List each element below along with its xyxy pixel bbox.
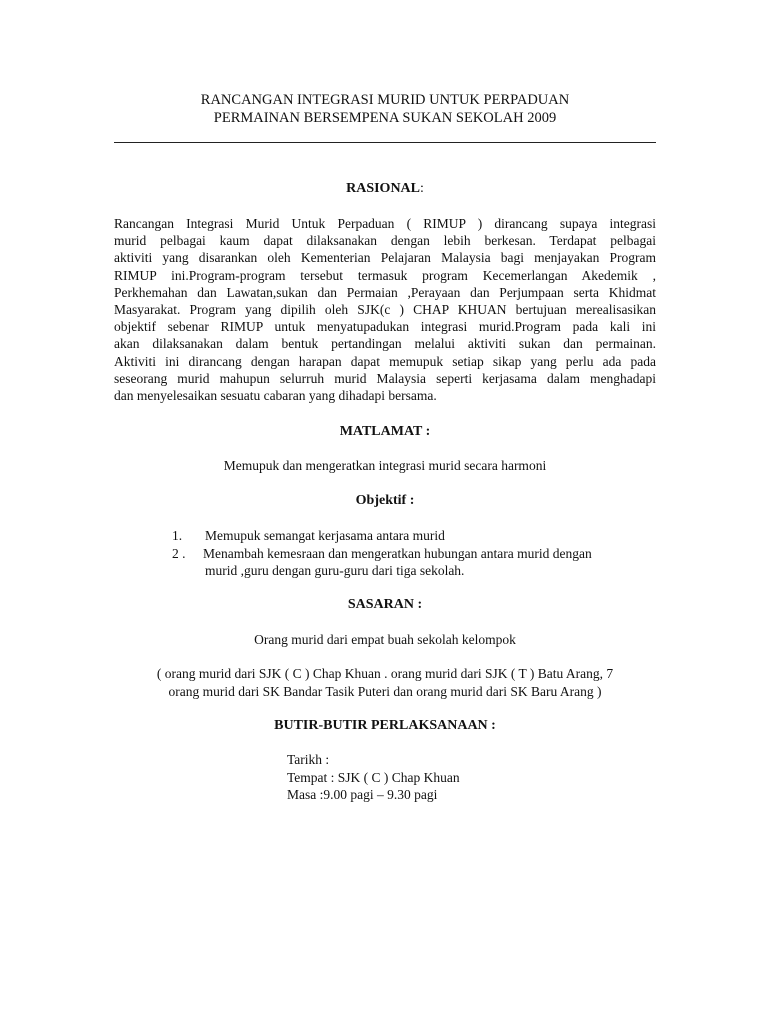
rasional-line: Rancangan Integrasi Murid Untuk Perpaduan ( RIMUP ) dirancang supaya integrasi	[114, 216, 656, 231]
rasional-line: murid pelbagai kaum dapat dilaksanakan dengan lebih berkesan. Terdapat pelbagai	[114, 233, 656, 249]
sasaran-heading: SASARAN :	[347, 597, 423, 612]
title-line-1: RANCANGAN INTEGRASI MURID UNTUK PERPADUAN	[200, 92, 570, 108]
rasional-line: objektif sebenar RIMUP untuk menyatupadukan integrasi murid.Program pada kali ini	[114, 319, 656, 335]
matlamat-text: Memupuk dan mengeratkan integrasi murid secara harmoni	[223, 458, 547, 473]
matlamat-heading: MATLAMAT :	[339, 424, 431, 439]
objektif-item-text-continued: murid ,guru dengan guru-guru dari tiga sekolah.	[205, 563, 465, 579]
sasaran-detail-line-2: orang murid dari SK Bandar Tasik Puteri dan orang murid dari SK Baru Arang )	[168, 684, 602, 699]
rasional-line: Perkhemahan dan Lawatan,sukan dan Permaian ,Perayaan dan Perjumpaan serta Khidmat	[114, 284, 656, 300]
rasional-line: aktiviti yang disarankan oleh Kementerian Pelajaran Malaysia bagi menjayakan Program	[114, 250, 656, 266]
objektif-item-number: 1.	[172, 528, 183, 543]
objektif-item-text: Memupuk semangat kerjasama antara murid	[205, 528, 445, 543]
rasional-line: seseorang murid mahupun selurruh murid Malaysia seperti kerjasama dalam menghadapi	[114, 370, 656, 386]
tempat-line: Tempat : SJK ( C ) Chap Khuan	[287, 770, 460, 785]
rasional-line: akan dilaksanakan dalam bentuk pertandingan melalui aktiviti sukan dan permainan.	[114, 336, 656, 352]
title-divider	[114, 142, 656, 143]
rasional-line: Aktiviti ini dirancang dengan harapan dapat memupuk setiap sikap yang perlu ada pada	[114, 353, 656, 369]
rasional-line: Masyarakat. Program yang dipilih oleh SJK(c ) CHAP KHUAN bertujuan merealisasikan	[114, 301, 656, 317]
objektif-item-number: 2 .	[172, 546, 186, 561]
masa-line: Masa :9.00 pagi – 9.30 pagi	[287, 787, 438, 802]
sasaran-detail-line-1: ( orang murid dari SJK ( C ) Chap Khuan . orang murid dari SJK ( T ) Batu Arang, 7	[156, 666, 614, 681]
document-title	[114, 92, 656, 127]
objektif-heading: Objektif :	[355, 493, 415, 508]
rasional-line: dan menyelesaikan sesuatu cabaran yang dihadapi bersama.	[114, 387, 437, 403]
butir-heading: BUTIR-BUTIR PERLAKSANAAN :	[274, 718, 496, 733]
title-line-2: PERMAINAN BERSEMPENA SUKAN SEKOLAH 2009	[213, 109, 557, 126]
rasional-heading-text: RASIONAL	[346, 181, 420, 196]
rasional-paragraph	[114, 215, 656, 404]
tarikh-line: Tarikh :	[287, 752, 330, 767]
rasional-line: RIMUP ini.Program-program tersebut termasuk program Kecemerlangan Akedemik ,	[114, 267, 656, 283]
rasional-heading-colon: :	[420, 181, 424, 196]
sasaran-text: Orang murid dari empat buah sekolah kelompok	[254, 632, 516, 647]
rasional-heading	[114, 180, 656, 197]
objektif-item-text: Menambah kemesraan dan mengeratkan hubungan antara murid dengan	[203, 546, 592, 561]
